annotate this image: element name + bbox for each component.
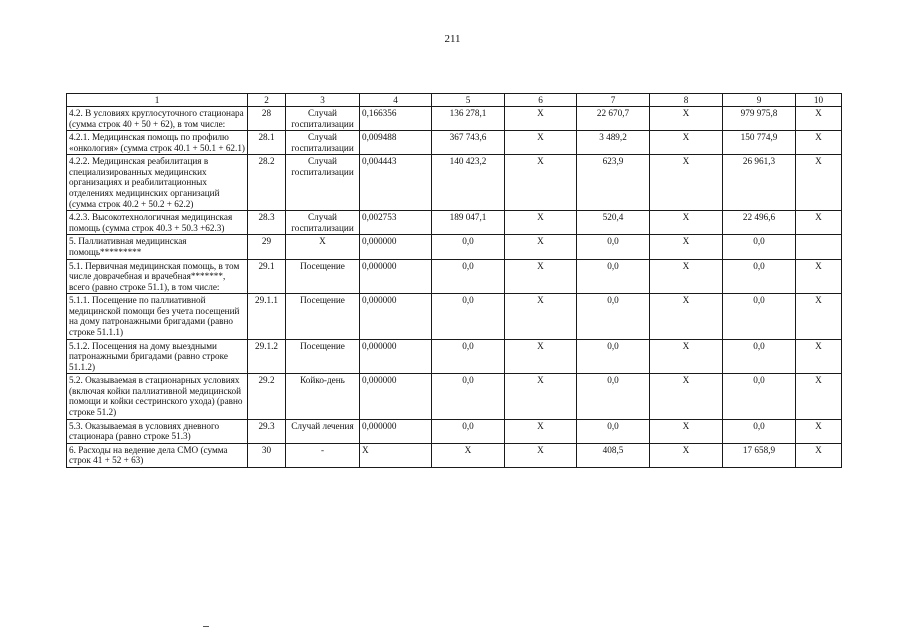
cell-percent: Х xyxy=(796,339,842,374)
cell-unit: Случай госпитализации xyxy=(286,211,360,235)
cell-percent: Х xyxy=(796,374,842,419)
cell-row-name: 5.1. Первичная медицинская помощь, в том числе доврачебная и врачебная*******, всего (равно строке 51.1), в том числе: xyxy=(67,259,248,294)
cell-per-capita-budget: Х xyxy=(505,294,577,339)
cell-row-code: 29.1.2 xyxy=(248,339,286,374)
scan-mark xyxy=(203,626,209,627)
cell-norm-cost: 0,0 xyxy=(432,259,505,294)
column-header-4: 4 xyxy=(360,94,432,107)
cell-total-oms: 0,0 xyxy=(723,259,796,294)
cell-total-oms: 0,0 xyxy=(723,339,796,374)
financing-table xyxy=(66,93,842,468)
cell-total-oms: 150 774,9 xyxy=(723,131,796,155)
cell-norm-volume: 0,000000 xyxy=(360,294,432,339)
cell-total-oms: 0,0 xyxy=(723,374,796,419)
cell-total-budget: Х xyxy=(650,131,723,155)
cell-norm-volume: 0,004443 xyxy=(360,155,432,211)
table-body xyxy=(67,107,842,468)
column-header-8: 8 xyxy=(650,94,723,107)
cell-total-oms: 0,0 xyxy=(723,294,796,339)
cell-total-budget: Х xyxy=(650,107,723,131)
cell-row-name: 5.1.1. Посещение по паллиативной медицинской помощи без учета посещений на дому патронажными бригадами (равно строке 51.1.1) xyxy=(67,294,248,339)
cell-percent: Х xyxy=(796,107,842,131)
cell-per-capita-budget: Х xyxy=(505,443,577,467)
cell-row-code: 28.2 xyxy=(248,155,286,211)
column-header-6: 6 xyxy=(505,94,577,107)
cell-norm-cost: 140 423,2 xyxy=(432,155,505,211)
column-header-3: 3 xyxy=(286,94,360,107)
cell-row-code: 28.3 xyxy=(248,211,286,235)
cell-unit: Посещение xyxy=(286,294,360,339)
cell-row-name: 4.2. В условиях круглосуточного стационара (сумма строк 40 + 50 + 62), в том числе: xyxy=(67,107,248,131)
cell-per-capita-oms: 0,0 xyxy=(577,259,650,294)
cell-norm-volume: Х xyxy=(360,443,432,467)
cell-norm-cost: 0,0 xyxy=(432,339,505,374)
table-row xyxy=(67,443,842,467)
cell-per-capita-oms: 0,0 xyxy=(577,339,650,374)
cell-per-capita-oms: 22 670,7 xyxy=(577,107,650,131)
cell-total-budget: Х xyxy=(650,235,723,259)
cell-row-name: 6. Расходы на ведение дела СМО (сумма строк 41 + 52 + 63) xyxy=(67,443,248,467)
cell-norm-cost: 367 743,6 xyxy=(432,131,505,155)
cell-total-budget: Х xyxy=(650,211,723,235)
cell-total-oms: 979 975,8 xyxy=(723,107,796,131)
cell-row-code: 28.1 xyxy=(248,131,286,155)
cell-percent: Х xyxy=(796,211,842,235)
cell-row-name: 4.2.2. Медицинская реабилитация в специализированных медицинских организациях и реабилитационных отделениях медицинских организаций (сумма строк 40.2 + 50.2 + 62.2) xyxy=(67,155,248,211)
cell-percent: Х xyxy=(796,259,842,294)
table-row xyxy=(67,294,842,339)
cell-total-budget: Х xyxy=(650,294,723,339)
cell-per-capita-budget: Х xyxy=(505,374,577,419)
cell-unit: Случай госпитализации xyxy=(286,131,360,155)
cell-norm-volume: 0,000000 xyxy=(360,339,432,374)
cell-per-capita-budget: Х xyxy=(505,339,577,374)
table-row xyxy=(67,155,842,211)
cell-percent: Х xyxy=(796,443,842,467)
table-row xyxy=(67,211,842,235)
cell-row-code: 30 xyxy=(248,443,286,467)
column-header-9: 9 xyxy=(723,94,796,107)
cell-per-capita-budget: Х xyxy=(505,235,577,259)
cell-total-oms: 0,0 xyxy=(723,419,796,443)
cell-row-name: 4.2.3. Высокотехнологичная медицинская помощь (сумма строк 40.3 + 50.3 +62.3) xyxy=(67,211,248,235)
cell-per-capita-oms: 623,9 xyxy=(577,155,650,211)
cell-row-code: 29.3 xyxy=(248,419,286,443)
cell-unit: Случай лечения xyxy=(286,419,360,443)
cell-total-budget: Х xyxy=(650,339,723,374)
cell-row-code: 28 xyxy=(248,107,286,131)
cell-percent: Х xyxy=(796,131,842,155)
cell-unit: Случай госпитализации xyxy=(286,155,360,211)
table-row xyxy=(67,107,842,131)
cell-unit: Посещение xyxy=(286,259,360,294)
cell-percent: Х xyxy=(796,419,842,443)
cell-norm-volume: 0,000000 xyxy=(360,235,432,259)
cell-norm-volume: 0,002753 xyxy=(360,211,432,235)
cell-row-code: 29.1.1 xyxy=(248,294,286,339)
column-header-5: 5 xyxy=(432,94,505,107)
cell-per-capita-oms: 0,0 xyxy=(577,294,650,339)
cell-norm-cost: 0,0 xyxy=(432,235,505,259)
table-row xyxy=(67,259,842,294)
cell-per-capita-budget: Х xyxy=(505,211,577,235)
column-header-2: 2 xyxy=(248,94,286,107)
column-header-7: 7 xyxy=(577,94,650,107)
cell-percent xyxy=(796,235,842,259)
cell-row-name: 5.1.2. Посещения на дому выездными патронажными бригадами (равно строке 51.1.2) xyxy=(67,339,248,374)
cell-total-budget: Х xyxy=(650,155,723,211)
cell-norm-cost: 0,0 xyxy=(432,419,505,443)
cell-total-budget: Х xyxy=(650,374,723,419)
cell-row-code: 29.1 xyxy=(248,259,286,294)
cell-row-name: 5. Паллиативная медицинская помощь********* xyxy=(67,235,248,259)
page-number: 211 xyxy=(444,33,461,45)
cell-percent: Х xyxy=(796,294,842,339)
cell-total-oms: 26 961,3 xyxy=(723,155,796,211)
cell-total-budget: Х xyxy=(650,443,723,467)
cell-norm-volume: 0,000000 xyxy=(360,374,432,419)
cell-unit: Койко-день xyxy=(286,374,360,419)
cell-total-oms: 0,0 xyxy=(723,235,796,259)
column-header-1: 1 xyxy=(67,94,248,107)
cell-total-budget: Х xyxy=(650,419,723,443)
table-row xyxy=(67,339,842,374)
table-row xyxy=(67,235,842,259)
cell-per-capita-oms: 0,0 xyxy=(577,419,650,443)
cell-row-code: 29 xyxy=(248,235,286,259)
cell-per-capita-budget: Х xyxy=(505,131,577,155)
cell-row-name: 5.3. Оказываемая в условиях дневного стационара (равно строке 51.3) xyxy=(67,419,248,443)
cell-total-budget: Х xyxy=(650,259,723,294)
cell-row-name: 4.2.1. Медицинская помощь по профилю «онкология» (сумма строк 40.1 + 50.1 + 62.1) xyxy=(67,131,248,155)
table-row xyxy=(67,374,842,419)
cell-norm-volume: 0,000000 xyxy=(360,259,432,294)
cell-row-name: 5.2. Оказываемая в стационарных условиях (включая койки паллиативной медицинской помощи и койки сестринского ухода) (равно строке 51.2) xyxy=(67,374,248,419)
cell-unit: - xyxy=(286,443,360,467)
cell-norm-cost: 0,0 xyxy=(432,374,505,419)
table-row xyxy=(67,131,842,155)
cell-norm-cost: 136 278,1 xyxy=(432,107,505,131)
cell-row-code: 29.2 xyxy=(248,374,286,419)
cell-norm-cost: 0,0 xyxy=(432,294,505,339)
cell-norm-volume: 0,000000 xyxy=(360,419,432,443)
cell-unit: Посещение xyxy=(286,339,360,374)
header-row xyxy=(67,94,842,107)
cell-per-capita-oms: 408,5 xyxy=(577,443,650,467)
cell-norm-volume: 0,166356 xyxy=(360,107,432,131)
cell-norm-cost: Х xyxy=(432,443,505,467)
cell-per-capita-oms: 0,0 xyxy=(577,235,650,259)
cell-unit: Случай госпитализации xyxy=(286,107,360,131)
cell-norm-cost: 189 047,1 xyxy=(432,211,505,235)
cell-per-capita-budget: Х xyxy=(505,155,577,211)
cell-per-capita-oms: 0,0 xyxy=(577,374,650,419)
cell-norm-volume: 0,009488 xyxy=(360,131,432,155)
cell-per-capita-budget: Х xyxy=(505,259,577,294)
cell-per-capita-oms: 3 489,2 xyxy=(577,131,650,155)
cell-per-capita-budget: Х xyxy=(505,419,577,443)
table-row xyxy=(67,419,842,443)
cell-per-capita-oms: 520,4 xyxy=(577,211,650,235)
cell-unit: Х xyxy=(286,235,360,259)
cell-percent: Х xyxy=(796,155,842,211)
cell-total-oms: 17 658,9 xyxy=(723,443,796,467)
cell-total-oms: 22 496,6 xyxy=(723,211,796,235)
cell-per-capita-budget: Х xyxy=(505,107,577,131)
column-header-10: 10 xyxy=(796,94,842,107)
